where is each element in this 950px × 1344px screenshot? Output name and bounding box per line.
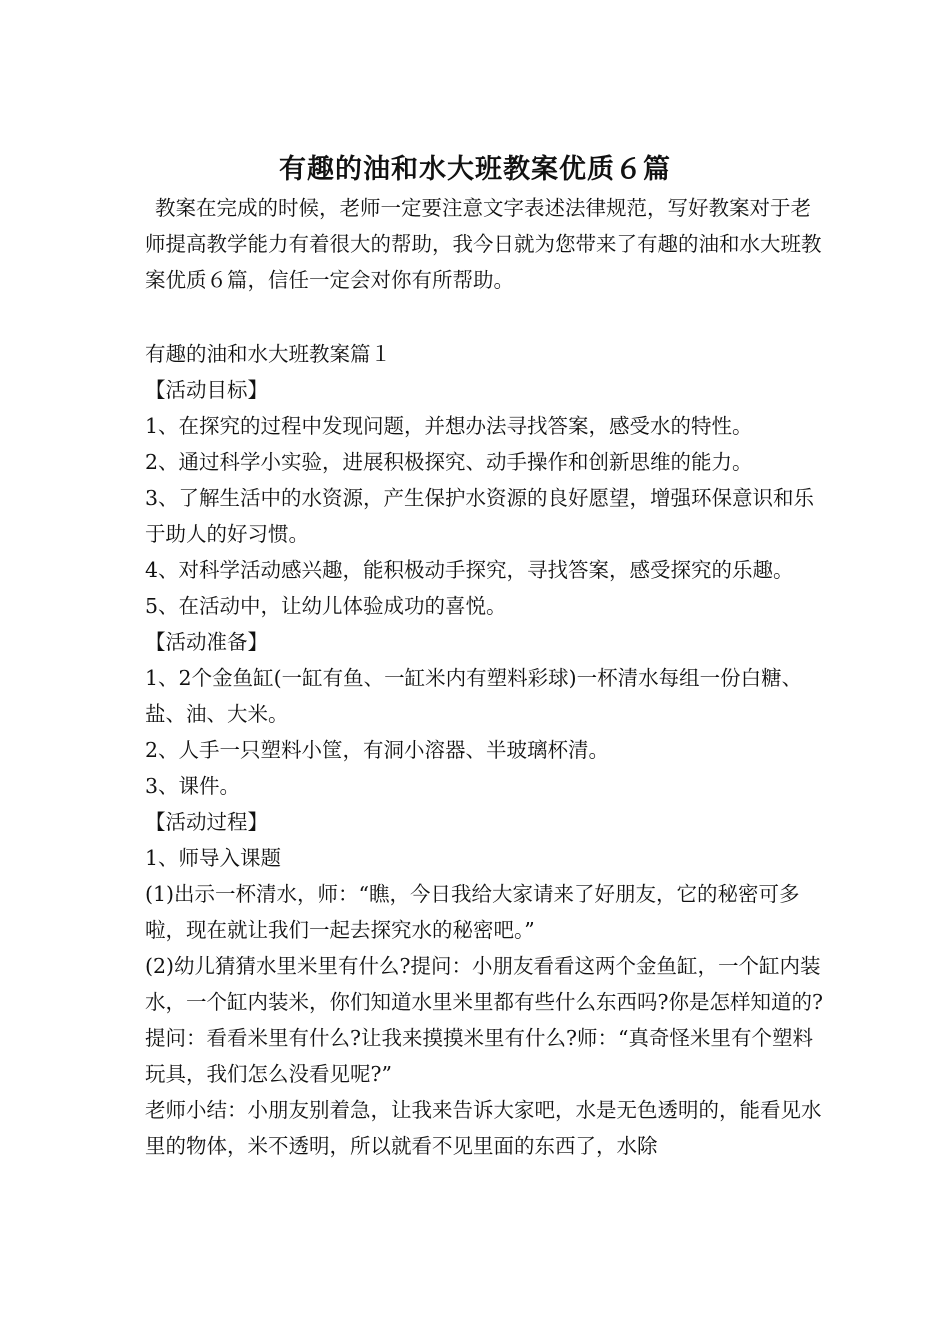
preparation-item: 1、2个金鱼缸(一缸有鱼、一缸米内有塑料彩球)一杯清水每组一份白糖、盐、油、大米。 (145, 666, 803, 726)
teacher-summary: 老师小结：小朋友别着急，让我来告诉大家吧，水是无色透明的，能看见水里的物体，米不透明，所以就看不见里面的东西了，水除 (145, 1098, 822, 1158)
preparation-item: 2、人手一只塑料小筐，有洞小溶器、半玻璃杯清。 (145, 738, 610, 762)
intro-paragraph: 教案在完成的时候，老师一定要注意文字表述法律规范，写好教案对于老师提高教学能力有着很大的帮助，我今日就为您带来了有趣的油和水大班教案优质６篇，信任一定会对你有所帮助。 (145, 196, 822, 292)
goal-item: 5、在活动中，让幼儿体验成功的喜悦。 (145, 594, 507, 618)
goal-item: 3、了解生活中的水资源，产生保护水资源的良好愿望，增强环保意识和乐于助人的好习惯。 (145, 486, 815, 546)
document-body (145, 190, 825, 1164)
section-heading: 有趣的油和水大班教案篇１ (145, 342, 391, 366)
subheading-process: 【活动过程】 (145, 810, 268, 834)
subheading-goals: 【活动目标】 (145, 378, 268, 402)
preparation-item: 3、课件。 (145, 774, 241, 798)
goal-item: 2、通过科学小实验，进展积极探究、动手操作和创新思维的能力。 (145, 450, 753, 474)
paragraph-spacer (145, 298, 825, 336)
document-title: 有趣的油和水大班教案优质６篇 (279, 154, 671, 186)
subheading-preparation: 【活动准备】 (145, 630, 268, 654)
goal-item: 4、对科学活动感兴趣，能积极动手探究，寻找答案，感受探究的乐趣。 (145, 558, 794, 582)
goal-item: 1、在探究的过程中发现问题，并想办法寻找答案，感受水的特性。 (145, 414, 753, 438)
process-item: (2)幼儿猜猜水里米里有什么?提问：小朋友看看这两个金鱼缸，一个缸内装水，一个缸内装米，你们知道水里米里都有些什么东西吗?你是怎样知道的?提问：看看米里有什么?让我来摸摸米里有什么?师：“真奇怪米里有个塑料玩具，我们怎么没看见呢?” (145, 954, 823, 1086)
process-item: 1、师导入课题 (145, 846, 282, 870)
process-item: (1)出示一杯清水，师：“瞧，今日我给大家请来了好朋友，它的秘密可多啦，现在就让我们一起去探究水的秘密吧。” (145, 882, 800, 942)
